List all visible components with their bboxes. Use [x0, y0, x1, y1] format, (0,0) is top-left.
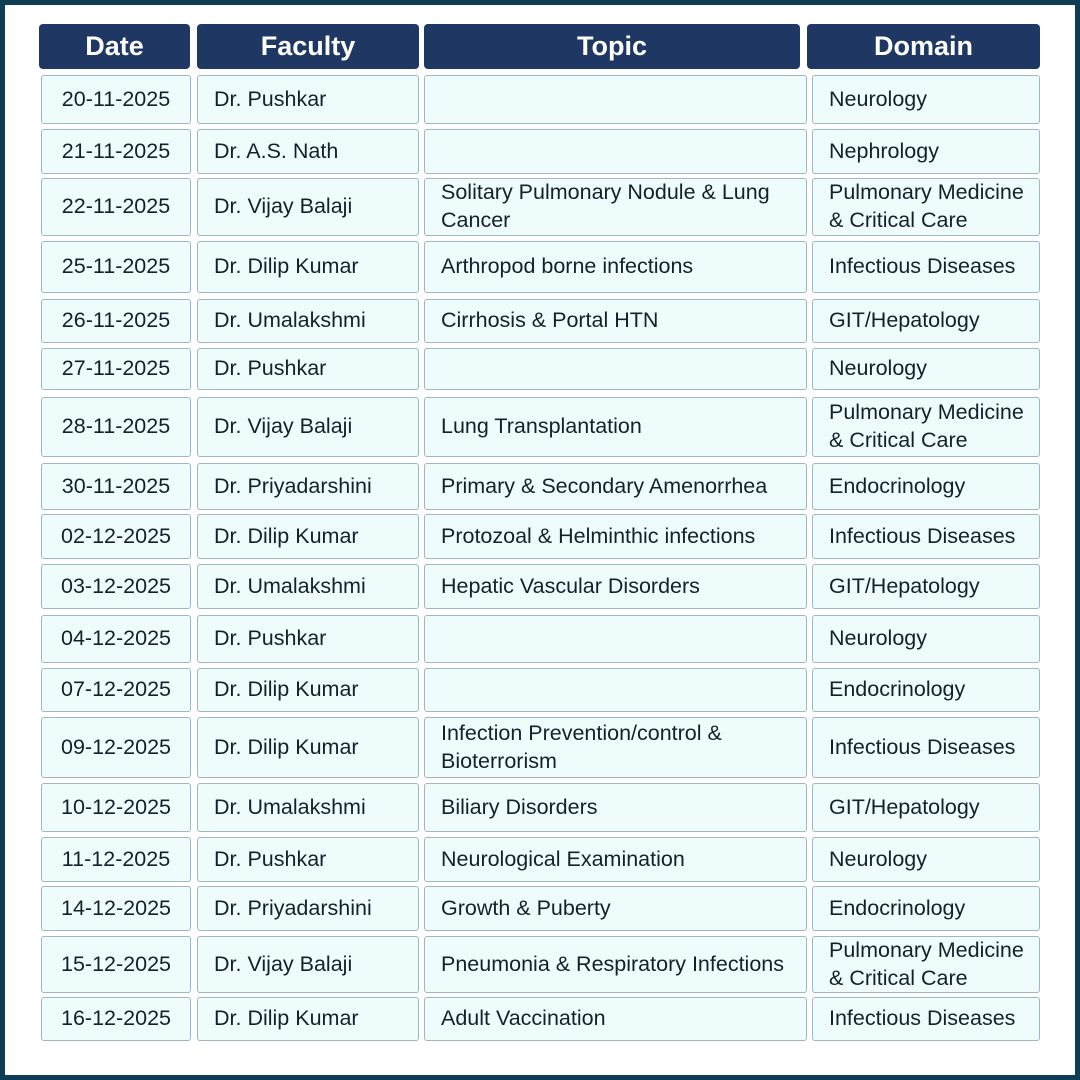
date-cell — [41, 997, 191, 1041]
topic-cell — [424, 936, 807, 993]
faculty-cell — [197, 514, 419, 559]
faculty-text: Dr. Vijay Balaji — [214, 951, 353, 976]
faculty-cell — [197, 717, 419, 778]
faculty-text: Dr. Pushkar — [214, 846, 327, 871]
domain-text: Pulmonary Medicine & Critical Care — [829, 180, 1024, 232]
faculty-cell — [197, 299, 419, 343]
date-text: 28-11-2025 — [61, 414, 171, 439]
date-text: 22-11-2025 — [61, 194, 171, 219]
date-cell — [41, 348, 191, 390]
date-cell — [41, 936, 191, 993]
faculty-cell — [197, 463, 419, 510]
faculty-text: Dr. Umalakshmi — [214, 573, 366, 598]
faculty-cell — [197, 668, 419, 712]
faculty-cell — [197, 997, 419, 1041]
topic-text: Primary & Secondary Amenorrhea — [441, 473, 768, 498]
topic-text: Cirrhosis & Portal HTN — [441, 308, 659, 333]
domain-cell — [812, 936, 1040, 993]
date-cell — [41, 75, 191, 124]
topic-cell — [424, 514, 807, 559]
faculty-text: Dr. Dilip Kumar — [214, 523, 359, 548]
domain-text: Infectious Diseases — [829, 523, 1016, 548]
topic-text: Adult Vaccination — [441, 1006, 606, 1031]
domain-cell — [812, 397, 1040, 457]
date-text: 27-11-2025 — [61, 356, 171, 381]
domain-cell — [812, 615, 1040, 663]
faculty-text: Dr. A.S. Nath — [214, 138, 339, 163]
topic-cell — [424, 886, 807, 931]
domain-cell — [812, 75, 1040, 124]
domain-cell — [812, 783, 1040, 832]
date-text: 07-12-2025 — [61, 677, 171, 702]
topic-text: Infection Prevention/control & Bioterrorism — [441, 720, 722, 773]
date-text: 11-12-2025 — [61, 846, 171, 871]
faculty-cell — [197, 129, 419, 174]
topic-cell — [424, 615, 807, 663]
faculty-text: Dr. Dilip Kumar — [214, 734, 359, 759]
topic-text: Neurological Examination — [441, 846, 685, 871]
date-cell — [41, 514, 191, 559]
domain-cell — [812, 997, 1040, 1041]
date-cell — [41, 668, 191, 712]
topic-cell — [424, 348, 807, 390]
faculty-text: Dr. Pushkar — [214, 356, 327, 381]
faculty-cell — [197, 837, 419, 882]
domain-text: Nephrology — [829, 138, 939, 163]
domain-cell — [812, 886, 1040, 931]
topic-cell — [424, 463, 807, 510]
topic-text: Biliary Disorders — [441, 794, 598, 819]
topic-cell — [424, 178, 807, 236]
domain-cell — [812, 717, 1040, 778]
faculty-text: Dr. Umalakshmi — [214, 308, 366, 333]
topic-cell — [424, 241, 807, 293]
faculty-text: Dr. Dilip Kumar — [214, 1006, 359, 1031]
faculty-cell — [197, 564, 419, 609]
date-cell — [41, 615, 191, 663]
faculty-cell — [197, 886, 419, 931]
domain-text: Endocrinology — [829, 677, 966, 702]
topic-text: Arthropod borne infections — [441, 254, 694, 279]
topic-text: Lung Transplantation — [441, 414, 642, 439]
date-cell — [41, 886, 191, 931]
topic-cell — [424, 837, 807, 882]
topic-cell — [424, 75, 807, 124]
faculty-text: Dr. Umalakshmi — [214, 794, 366, 819]
faculty-text: Dr. Pushkar — [214, 86, 327, 111]
domain-cell — [812, 299, 1040, 343]
domain-cell — [812, 564, 1040, 609]
date-text: 14-12-2025 — [61, 895, 171, 920]
topic-text: Pneumonia & Respiratory Infections — [441, 951, 784, 976]
faculty-cell — [197, 615, 419, 663]
faculty-text: Dr. Priyadarshini — [214, 473, 372, 498]
topic-cell — [424, 668, 807, 712]
date-text: 15-12-2025 — [61, 951, 171, 976]
faculty-text: Dr. Dilip Kumar — [214, 677, 359, 702]
domain-cell — [812, 178, 1040, 236]
topic-cell — [424, 299, 807, 343]
domain-text: Neurology — [829, 626, 927, 651]
header-faculty: Faculty — [197, 24, 419, 69]
domain-cell — [812, 837, 1040, 882]
faculty-text: Dr. Vijay Balaji — [214, 194, 353, 219]
date-cell — [41, 397, 191, 457]
domain-cell — [812, 668, 1040, 712]
topic-cell — [424, 717, 807, 778]
faculty-text: Dr. Pushkar — [214, 626, 327, 651]
faculty-text: Dr. Vijay Balaji — [214, 414, 353, 439]
faculty-cell — [197, 75, 419, 124]
topic-cell — [424, 997, 807, 1041]
topic-text: Protozoal & Helminthic infections — [441, 523, 756, 548]
header-topic: Topic — [424, 24, 800, 69]
domain-text: Endocrinology — [829, 473, 966, 498]
date-cell — [41, 717, 191, 778]
date-text: 03-12-2025 — [61, 573, 171, 598]
domain-text: Pulmonary Medicine & Critical Care — [829, 937, 1024, 990]
domain-cell — [812, 463, 1040, 510]
header-domain: Domain — [807, 24, 1040, 69]
topic-text: Solitary Pulmonary Nodule & Lung Cancer — [441, 180, 770, 232]
date-cell — [41, 129, 191, 174]
faculty-cell — [197, 241, 419, 293]
date-text: 10-12-2025 — [61, 794, 171, 819]
topic-text: Hepatic Vascular Disorders — [441, 573, 700, 598]
topic-cell — [424, 564, 807, 609]
domain-cell — [812, 514, 1040, 559]
faculty-cell — [197, 348, 419, 390]
domain-text: Infectious Diseases — [829, 1006, 1016, 1031]
topic-cell — [424, 397, 807, 457]
domain-text: Neurology — [829, 86, 927, 111]
date-cell — [41, 178, 191, 236]
date-cell — [41, 564, 191, 609]
domain-text: GIT/Hepatology — [829, 794, 980, 819]
topic-cell — [424, 129, 807, 174]
faculty-cell — [197, 783, 419, 832]
date-text: 30-11-2025 — [61, 473, 171, 498]
date-text: 20-11-2025 — [61, 86, 171, 111]
domain-text: Neurology — [829, 846, 927, 871]
domain-cell — [812, 348, 1040, 390]
date-text: 02-12-2025 — [61, 523, 171, 548]
date-text: 21-11-2025 — [61, 138, 171, 163]
date-cell — [41, 783, 191, 832]
domain-text: Neurology — [829, 356, 927, 381]
date-text: 26-11-2025 — [61, 308, 171, 333]
date-text: 25-11-2025 — [61, 254, 171, 279]
header-date: Date — [39, 24, 190, 69]
domain-cell — [812, 129, 1040, 174]
date-cell — [41, 299, 191, 343]
faculty-text: Dr. Priyadarshini — [214, 895, 372, 920]
date-cell — [41, 241, 191, 293]
domain-text: Infectious Diseases — [829, 734, 1016, 759]
faculty-cell — [197, 936, 419, 993]
faculty-cell — [197, 178, 419, 236]
schedule-table — [5, 5, 1075, 1075]
date-cell — [41, 463, 191, 510]
domain-text: Infectious Diseases — [829, 254, 1016, 279]
faculty-cell — [197, 397, 419, 457]
domain-text: GIT/Hepatology — [829, 573, 980, 598]
domain-text: GIT/Hepatology — [829, 308, 980, 333]
date-text: 16-12-2025 — [61, 1006, 171, 1031]
topic-text: Growth & Puberty — [441, 895, 611, 920]
date-text: 04-12-2025 — [61, 626, 171, 651]
topic-cell — [424, 783, 807, 832]
domain-text: Endocrinology — [829, 895, 966, 920]
date-cell — [41, 837, 191, 882]
domain-cell — [812, 241, 1040, 293]
domain-text: Pulmonary Medicine & Critical Care — [829, 400, 1024, 452]
faculty-text: Dr. Dilip Kumar — [214, 254, 359, 279]
date-text: 09-12-2025 — [61, 734, 171, 759]
